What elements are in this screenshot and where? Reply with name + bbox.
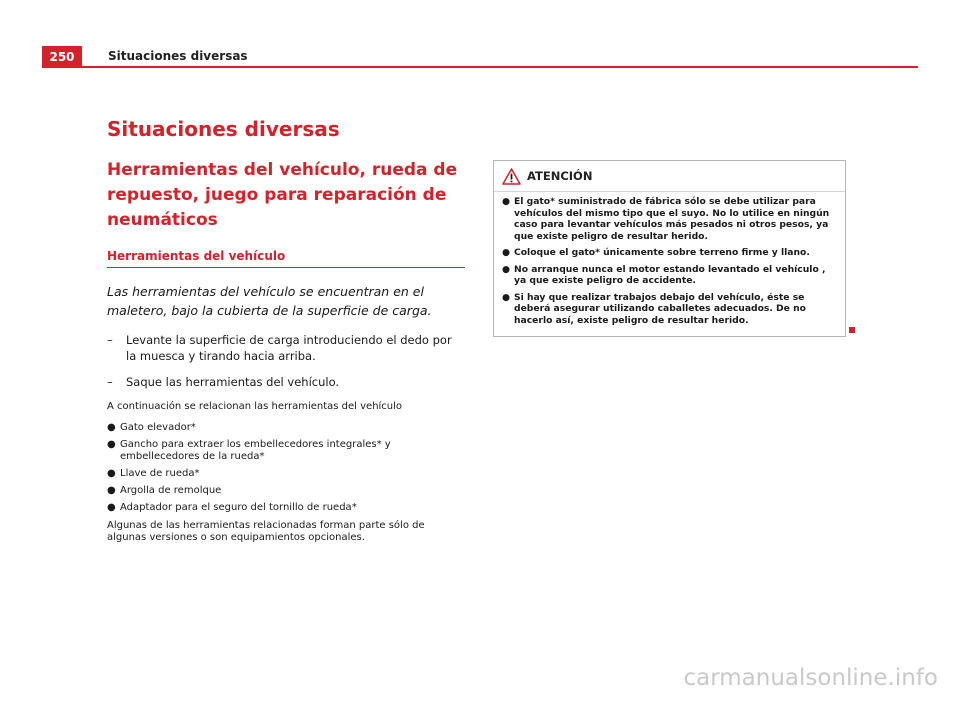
warning-item bbox=[502, 292, 837, 327]
tool-item bbox=[107, 422, 465, 434]
warning-text: Si hay que realizar trabajos debajo del vehículo, éste se deberá asegurar utilizando caballetes adecuados. De no hacerlo así, existe peligro de resultar herido. bbox=[514, 291, 806, 326]
chapter-title: Situaciones diversas bbox=[107, 117, 340, 141]
tool-text: Gancho para extraer los embellecedores integrales* y embellecedores de la rueda* bbox=[120, 439, 391, 462]
section-end-marker bbox=[849, 327, 855, 333]
list-intro: A continuación se relacionan las herramientas del vehículo bbox=[107, 401, 403, 412]
footnote: Algunas de las herramientas relacionadas forman parte sólo de algunas versiones o son equipamientos opcionales. bbox=[107, 520, 425, 543]
section-title: Herramientas del vehículo, rueda de repuesto, juego para reparación de neumáticos bbox=[107, 160, 458, 230]
bullet-marker: ● bbox=[502, 263, 511, 275]
tool-text: Argolla de remolque bbox=[120, 485, 222, 496]
bullet-marker: ● bbox=[107, 422, 116, 433]
step-text: Saque las herramientas del vehículo. bbox=[126, 375, 340, 389]
warning-header bbox=[494, 161, 845, 192]
step-item bbox=[107, 374, 465, 390]
warning-item bbox=[502, 247, 837, 259]
bullet-marker: ● bbox=[107, 468, 116, 479]
bullet-marker: ● bbox=[107, 439, 116, 450]
dash-marker: – bbox=[107, 375, 113, 389]
bullet-marker: ● bbox=[502, 247, 511, 258]
warning-text: El gato* suministrado de fábrica sólo se debe utilizar para vehículos del mismo tipo que el suyo. No lo utilice en ningún caso para levantar vehículos más pesados ni otros pesos, ya que existe peligro de resultar herido. bbox=[514, 196, 830, 242]
tool-text: Adaptador para el seguro del tornillo de rueda* bbox=[120, 502, 357, 513]
warning-box bbox=[493, 160, 846, 337]
tool-item bbox=[107, 439, 465, 463]
tool-item bbox=[107, 502, 465, 514]
step-item bbox=[107, 332, 465, 364]
warning-text: No arranque nunca el motor estando levantado el vehículo , ya que existe peligro de accidente. bbox=[514, 263, 826, 286]
bullet-marker: ● bbox=[107, 485, 116, 496]
dash-marker: – bbox=[107, 333, 113, 347]
warning-item bbox=[502, 196, 837, 242]
main-column bbox=[107, 116, 465, 544]
warning-body bbox=[494, 192, 845, 326]
bullet-marker: ● bbox=[107, 502, 116, 513]
bullet-marker: ● bbox=[502, 196, 511, 207]
warning-text: Coloque el gato* únicamente sobre terreno firme y llano. bbox=[514, 247, 810, 258]
running-title: Situaciones diversas bbox=[108, 49, 248, 63]
tool-text: Gato elevador* bbox=[120, 422, 196, 433]
header-rule bbox=[42, 66, 918, 68]
subsection-title: Herramientas del vehículo bbox=[107, 249, 465, 268]
warning-triangle-icon bbox=[502, 168, 521, 185]
warning-item bbox=[502, 264, 837, 287]
warning-title: ATENCIÓN bbox=[527, 169, 593, 183]
tool-text: Llave de rueda* bbox=[120, 468, 200, 479]
page-number: 250 bbox=[42, 46, 82, 68]
intro-text: Las herramientas del vehículo se encuentran en el maletero, bajo la cubierta de la superficie de carga. bbox=[107, 284, 432, 318]
bullet-marker: ● bbox=[502, 291, 511, 303]
step-text: Levante la superficie de carga introduciendo el dedo por la muesca y tirando hacia arriba. bbox=[126, 333, 452, 363]
tool-item bbox=[107, 468, 465, 480]
watermark: carmanualsonline.info bbox=[683, 665, 938, 691]
tool-item bbox=[107, 485, 465, 497]
